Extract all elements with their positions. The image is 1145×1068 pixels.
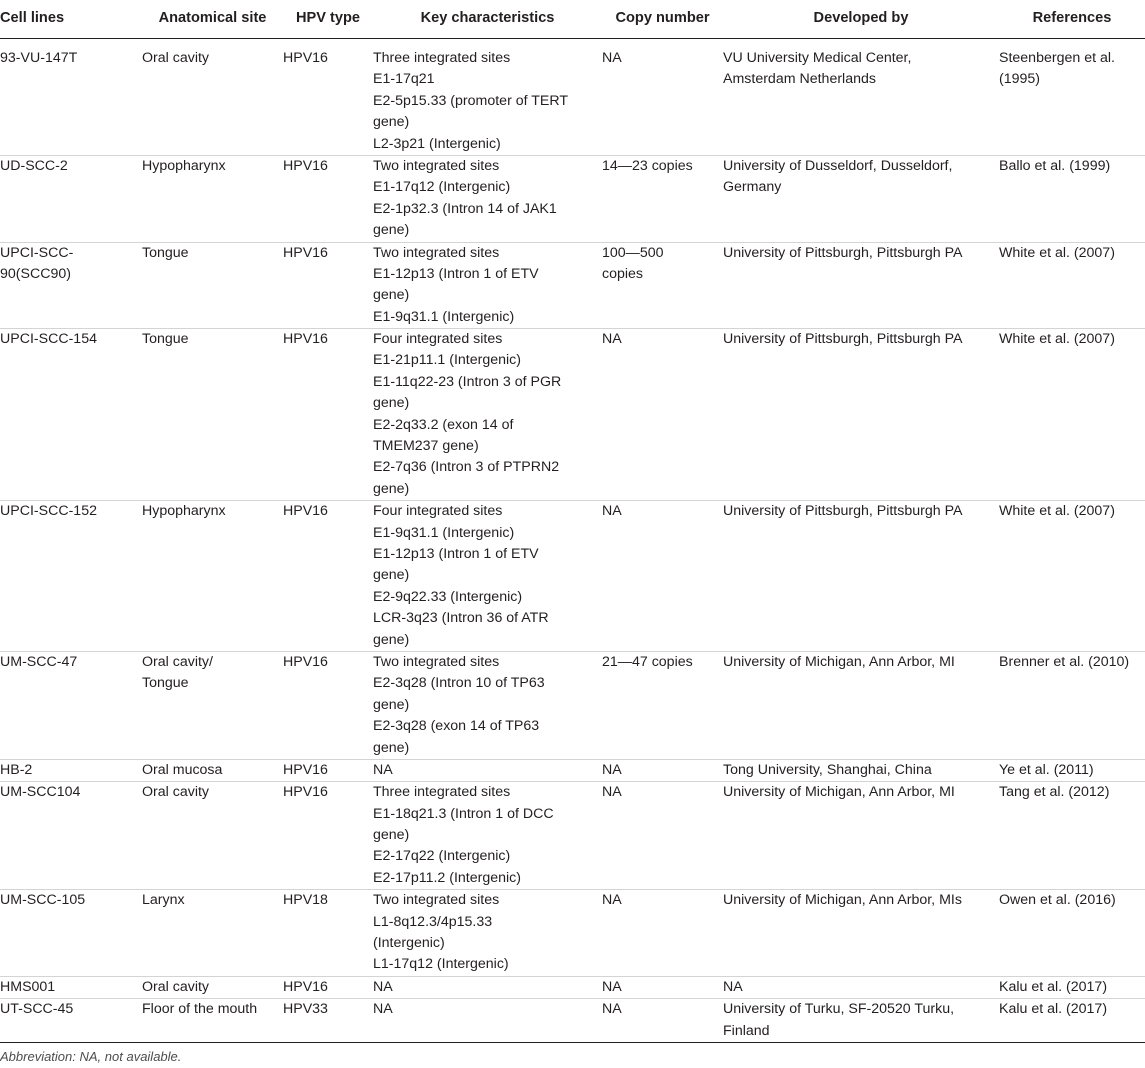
copy-number-line: NA	[602, 1001, 622, 1018]
anatomical-site-line: Hypopharynx	[142, 503, 226, 520]
reference-cell	[999, 976, 1145, 998]
key-characteristics-cell	[373, 651, 602, 759]
cell-line-cell	[0, 39, 142, 156]
key-characteristics-cell	[373, 329, 602, 501]
key-characteristics-line: E1-11q22-23 (Intron 3 of PGR	[373, 373, 562, 390]
table-row	[0, 242, 1145, 329]
cell-line-line: 90(SCC90)	[0, 265, 71, 282]
hpv-type-line: HPV16	[283, 50, 328, 66]
copy-number-line: NA	[602, 784, 622, 801]
table-row	[0, 976, 1145, 998]
key-characteristics-line: gene)	[373, 222, 410, 239]
key-characteristics-line: E1-12p13 (Intron 1 of ETV	[373, 545, 539, 562]
key-characteristics-line: E2-2q33.2 (exon 14 of	[373, 416, 514, 433]
developed-by-cell	[723, 501, 999, 652]
developed-by-line: VU University Medical Center,	[723, 50, 912, 66]
key-characteristics-line: E1-18q21.3 (Intron 1 of DCC	[373, 805, 554, 822]
reference-line: Owen et al. (2016)	[999, 892, 1116, 909]
developed-by-cell	[723, 329, 999, 501]
cell-line-line: UM-SCC104	[0, 784, 81, 801]
hpv-type-cell	[283, 39, 373, 156]
reference-cell	[999, 890, 1145, 977]
anatomical-site-line: Hypopharynx	[142, 157, 226, 174]
developed-by-cell	[723, 39, 999, 156]
copy-number-line: copies	[602, 265, 644, 282]
copy-number-line: NA	[602, 50, 622, 66]
hpv-type-cell	[283, 242, 373, 329]
developed-by-line: Germany	[723, 179, 782, 196]
key-characteristics-line: E1-17q21	[373, 71, 435, 88]
header-developed-by: Developed by	[723, 0, 999, 39]
anatomical-site-cell	[142, 329, 283, 501]
reference-cell	[999, 651, 1145, 759]
developed-by-line: University of Dusseldorf, Dusseldorf,	[723, 157, 953, 174]
copy-number-cell	[602, 329, 723, 501]
reference-cell	[999, 501, 1145, 652]
reference-line: Steenbergen et al.	[999, 50, 1115, 66]
copy-number-cell	[602, 651, 723, 759]
anatomical-site-cell	[142, 242, 283, 329]
key-characteristics-line: gene)	[373, 696, 410, 713]
table-row	[0, 890, 1145, 977]
copy-number-line: NA	[602, 503, 622, 520]
cell-line-cell	[0, 651, 142, 759]
cell-line-line: UPCI-SCC-154	[0, 331, 97, 348]
hpv-type-cell	[283, 329, 373, 501]
key-characteristics-line: Four integrated sites	[373, 331, 503, 348]
key-characteristics-line: gene)	[373, 631, 410, 648]
key-characteristics-cell	[373, 155, 602, 242]
cell-line-line: UM-SCC-105	[0, 892, 86, 909]
cell-line-line: HMS001	[0, 978, 56, 995]
header-hpv-type: HPV type	[283, 0, 373, 39]
developed-by-line: Amsterdam Netherlands	[723, 71, 876, 88]
key-characteristics-line: NA	[373, 978, 393, 995]
developed-by-cell	[723, 976, 999, 998]
table-row	[0, 782, 1145, 890]
table-header	[0, 0, 1145, 39]
reference-cell	[999, 155, 1145, 242]
key-characteristics-line: Two integrated sites	[373, 157, 500, 174]
anatomical-site-cell	[142, 976, 283, 998]
key-characteristics-line: gene)	[373, 739, 410, 756]
copy-number-cell	[602, 501, 723, 652]
copy-number-cell	[602, 890, 723, 977]
anatomical-site-line: Tongue	[142, 244, 189, 261]
cell-line-line: UPCI-SCC-152	[0, 503, 97, 520]
hpv-type-cell	[283, 759, 373, 781]
hpv-type-cell	[283, 999, 373, 1043]
cell-line-cell	[0, 242, 142, 329]
hpv-type-cell	[283, 155, 373, 242]
developed-by-line: University of Michigan, Ann Arbor, MI	[723, 784, 955, 801]
table-row	[0, 329, 1145, 501]
developed-by-cell	[723, 999, 999, 1043]
reference-cell	[999, 759, 1145, 781]
anatomical-site-cell	[142, 782, 283, 890]
header-references: References	[999, 0, 1145, 39]
developed-by-line: Tong University, Shanghai, China	[723, 761, 932, 778]
copy-number-line: 100—500	[602, 244, 664, 261]
key-characteristics-line: E1-21p11.1 (Intergenic)	[373, 352, 522, 369]
cell-line-cell	[0, 890, 142, 977]
developed-by-line: NA	[723, 978, 743, 995]
developed-by-cell	[723, 155, 999, 242]
key-characteristics-line: E2-17p11.2 (Intergenic)	[373, 869, 522, 886]
key-characteristics-line: Three integrated sites	[373, 784, 511, 801]
hpv-type-line: HPV16	[283, 157, 328, 174]
developed-by-line: University of Pittsburgh, Pittsburgh PA	[723, 244, 963, 261]
copy-number-cell	[602, 782, 723, 890]
cell-line-cell	[0, 759, 142, 781]
anatomical-site-line: Tongue	[142, 331, 189, 348]
anatomical-site-line: Tongue	[142, 675, 189, 692]
header-row	[0, 0, 1145, 39]
hpv-type-line: HPV16	[283, 503, 328, 520]
key-characteristics-line: gene)	[373, 567, 410, 584]
key-characteristics-line: TMEM237 gene)	[373, 438, 479, 455]
developed-by-line: University of Turku, SF-20520 Turku,	[723, 1001, 955, 1018]
copy-number-cell	[602, 999, 723, 1043]
key-characteristics-line: L1-17q12 (Intergenic)	[373, 956, 509, 973]
cell-line-cell	[0, 329, 142, 501]
developed-by-cell	[723, 242, 999, 329]
copy-number-cell	[602, 155, 723, 242]
reference-line: Ye et al. (2011)	[999, 761, 1094, 778]
anatomical-site-cell	[142, 651, 283, 759]
copy-number-line: NA	[602, 331, 622, 348]
cell-line-line: UPCI-SCC-	[0, 244, 74, 261]
key-characteristics-line: E1-9q31.1 (Intergenic)	[373, 524, 515, 541]
developed-by-cell	[723, 651, 999, 759]
key-characteristics-line: E1-12p13 (Intron 1 of ETV	[373, 265, 539, 282]
key-characteristics-line: NA	[373, 761, 393, 778]
reference-line: (1995)	[999, 71, 1041, 88]
key-characteristics-cell	[373, 999, 602, 1043]
reference-line: Kalu et al. (2017)	[999, 978, 1108, 995]
developed-by-line: University of Pittsburgh, Pittsburgh PA	[723, 503, 963, 520]
anatomical-site-line: Oral mucosa	[142, 761, 223, 778]
cell-line-cell	[0, 999, 142, 1043]
cell-line-line: HB-2	[0, 761, 33, 778]
key-characteristics-line: E1-17q12 (Intergenic)	[373, 179, 511, 196]
anatomical-site-line: Larynx	[142, 892, 185, 909]
anatomical-site-line: Oral cavity/	[142, 653, 213, 670]
anatomical-site-cell	[142, 155, 283, 242]
reference-cell	[999, 242, 1145, 329]
table-footnote: Abbreviation: NA, not available.	[0, 1049, 182, 1064]
key-characteristics-line: gene)	[373, 114, 410, 131]
key-characteristics-cell	[373, 39, 602, 156]
hpv-type-cell	[283, 890, 373, 977]
hpv-type-line: HPV16	[283, 653, 328, 670]
table-row	[0, 651, 1145, 759]
reference-line: Brenner et al. (2010)	[999, 653, 1130, 670]
hpv-type-line: HPV18	[283, 892, 328, 909]
hpv-type-line: HPV16	[283, 331, 328, 348]
copy-number-cell	[602, 39, 723, 156]
header-anatomical-site: Anatomical site	[142, 0, 283, 39]
reference-line: Kalu et al. (2017)	[999, 1001, 1108, 1018]
key-characteristics-line: L1-8q12.3/4p15.33	[373, 913, 493, 930]
copy-number-cell	[602, 976, 723, 998]
developed-by-line: Finland	[723, 1022, 770, 1039]
hpv-type-line: HPV16	[283, 784, 328, 801]
anatomical-site-cell	[142, 890, 283, 977]
reference-cell	[999, 39, 1145, 156]
hpv-type-line: HPV16	[283, 978, 328, 995]
developed-by-line: University of Pittsburgh, Pittsburgh PA	[723, 331, 963, 348]
key-characteristics-line: (Intergenic)	[373, 935, 445, 952]
key-characteristics-cell	[373, 976, 602, 998]
key-characteristics-line: E2-7q36 (Intron 3 of PTPRN2	[373, 459, 560, 476]
header-copy-number: Copy number	[602, 0, 723, 39]
developed-by-line: University of Michigan, Ann Arbor, MI	[723, 653, 955, 670]
cell-line-cell	[0, 782, 142, 890]
cell-line-line: 93-VU-147T	[0, 50, 78, 66]
developed-by-line: University of Michigan, Ann Arbor, MIs	[723, 892, 962, 909]
cell-line-line: UM-SCC-47	[0, 653, 78, 670]
hpv-type-line: HPV16	[283, 244, 328, 261]
reference-line: Tang et al. (2012)	[999, 784, 1110, 801]
reference-cell	[999, 999, 1145, 1043]
table-row	[0, 999, 1145, 1043]
key-characteristics-line: E2-5p15.33 (promoter of TERT	[373, 92, 569, 109]
table-row	[0, 501, 1145, 652]
key-characteristics-line: gene)	[373, 287, 410, 304]
anatomical-site-cell	[142, 501, 283, 652]
developed-by-cell	[723, 890, 999, 977]
key-characteristics-cell	[373, 782, 602, 890]
cell-line-cell	[0, 501, 142, 652]
key-characteristics-line: Three integrated sites	[373, 50, 511, 66]
hpv-type-cell	[283, 782, 373, 890]
copy-number-line: 14—23 copies	[602, 157, 693, 174]
table-row	[0, 39, 1145, 156]
cell-line-line: UT-SCC-45	[0, 1001, 74, 1018]
key-characteristics-line: NA	[373, 1001, 393, 1018]
anatomical-site-cell	[142, 39, 283, 156]
reference-line: Ballo et al. (1999)	[999, 157, 1111, 174]
table-body	[0, 39, 1145, 1043]
key-characteristics-cell	[373, 890, 602, 977]
key-characteristics-line: LCR-3q23 (Intron 36 of ATR	[373, 610, 549, 627]
key-characteristics-line: Four integrated sites	[373, 503, 503, 520]
anatomical-site-line: Oral cavity	[142, 978, 210, 995]
key-characteristics-line: E2-1p32.3 (Intron 14 of JAK1	[373, 200, 557, 217]
reference-line: White et al. (2007)	[999, 331, 1115, 348]
key-characteristics-cell	[373, 759, 602, 781]
key-characteristics-line: E1-9q31.1 (Intergenic)	[373, 308, 515, 325]
header-cell-lines: Cell lines	[0, 0, 142, 39]
key-characteristics-line: E2-17q22 (Intergenic)	[373, 848, 511, 865]
developed-by-cell	[723, 759, 999, 781]
copy-number-cell	[602, 242, 723, 329]
copy-number-line: 21—47 copies	[602, 653, 693, 670]
anatomical-site-cell	[142, 999, 283, 1043]
hpv-type-line: HPV16	[283, 761, 328, 778]
copy-number-cell	[602, 759, 723, 781]
key-characteristics-line: Two integrated sites	[373, 892, 500, 909]
key-characteristics-line: gene)	[373, 480, 410, 497]
cell-line-line: UD-SCC-2	[0, 157, 68, 174]
table-row	[0, 759, 1145, 781]
reference-line: White et al. (2007)	[999, 503, 1115, 520]
anatomical-site-cell	[142, 759, 283, 781]
anatomical-site-line: Oral cavity	[142, 50, 210, 66]
reference-cell	[999, 782, 1145, 890]
cell-line-cell	[0, 155, 142, 242]
key-characteristics-cell	[373, 242, 602, 329]
copy-number-line: NA	[602, 978, 622, 995]
key-characteristics-line: L2-3p21 (Intergenic)	[373, 135, 501, 152]
copy-number-line: NA	[602, 892, 622, 909]
key-characteristics-cell	[373, 501, 602, 652]
anatomical-site-line: Floor of the mouth	[142, 1001, 258, 1018]
cell-line-cell	[0, 976, 142, 998]
reference-cell	[999, 329, 1145, 501]
key-characteristics-line: E2-3q28 (Intron 10 of TP63	[373, 675, 545, 692]
copy-number-line: NA	[602, 761, 622, 778]
key-characteristics-line: Two integrated sites	[373, 653, 500, 670]
hpv-type-cell	[283, 976, 373, 998]
key-characteristics-line: gene)	[373, 395, 410, 412]
table-row	[0, 155, 1145, 242]
key-characteristics-line: E2-3q28 (exon 14 of TP63	[373, 718, 540, 735]
hpv-type-line: HPV33	[283, 1001, 328, 1018]
reference-line: White et al. (2007)	[999, 244, 1115, 261]
key-characteristics-line: E2-9q22.33 (Intergenic)	[373, 588, 523, 605]
header-key-characteristics: Key characteristics	[373, 0, 602, 39]
key-characteristics-line: Two integrated sites	[373, 244, 500, 261]
key-characteristics-line: gene)	[373, 827, 410, 844]
developed-by-cell	[723, 782, 999, 890]
anatomical-site-line: Oral cavity	[142, 784, 210, 801]
hpv-type-cell	[283, 651, 373, 759]
hpv-type-cell	[283, 501, 373, 652]
